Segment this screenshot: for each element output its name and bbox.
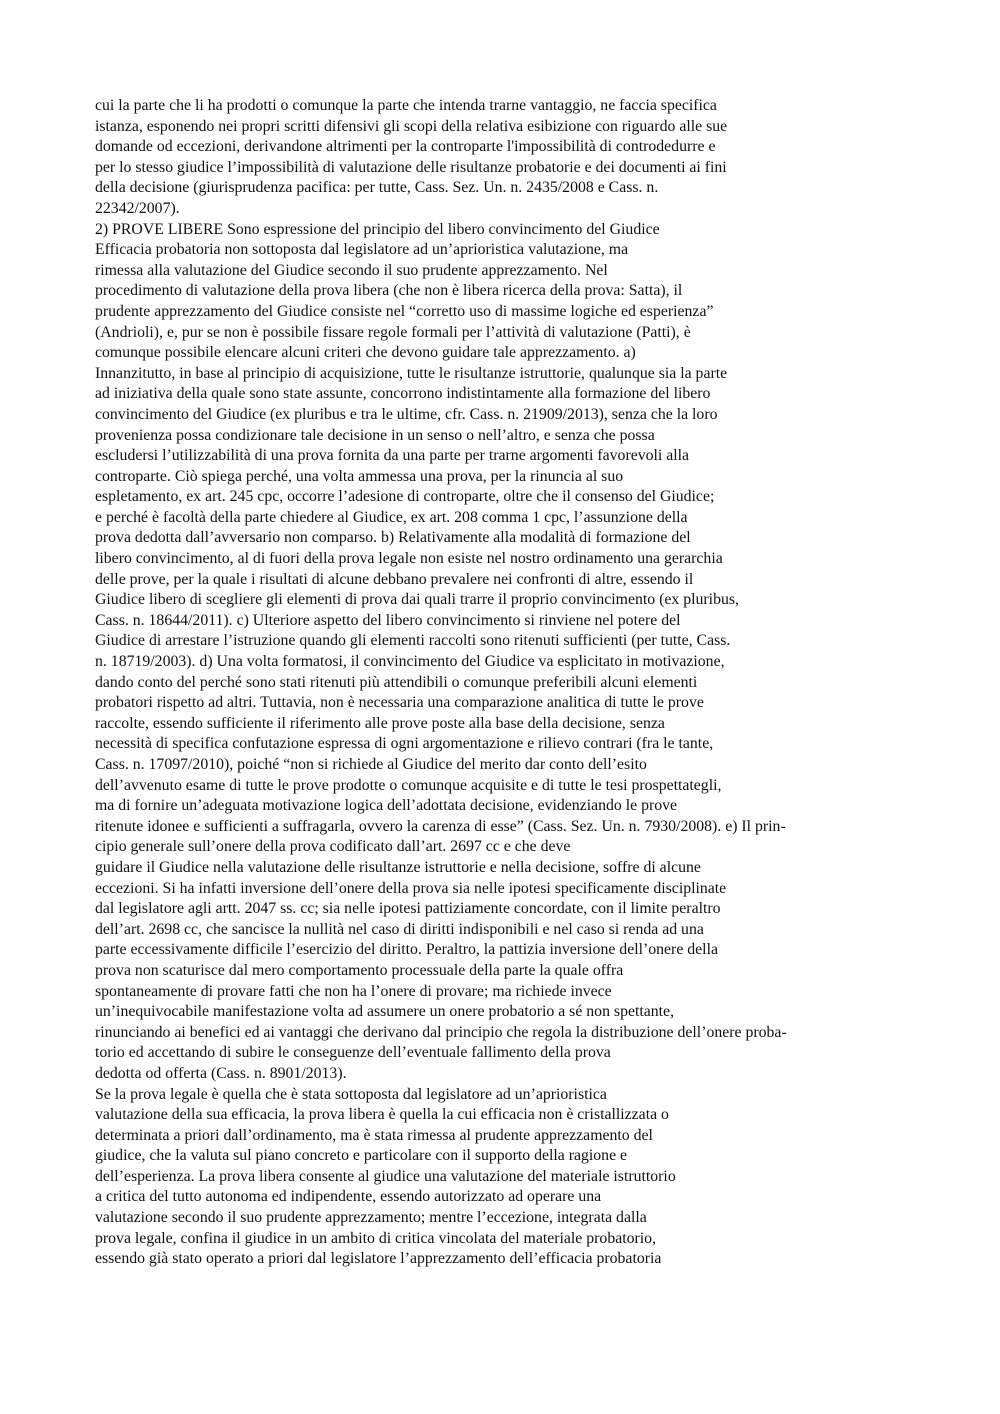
text-line: comunque possibile elencare alcuni criteri che devono guidare tale apprezzamento. a) — [95, 344, 636, 362]
text-line: torio ed accettando di subire le conseguenze dell’eventuale fallimento della prova — [95, 1044, 611, 1062]
text-line: rimessa alla valutazione del Giudice secondo il suo prudente apprezzamento. Nel — [95, 261, 608, 279]
text-line: cui la parte che li ha prodotti o comunque la parte che intenda trarne vantaggio, ne faccia specifica — [95, 97, 717, 114]
text-line: dell’avvenuto esame di tutte le prove prodotte o comunque acquisite e di tutte le tesi prospettategli, — [95, 776, 722, 794]
text-line: parte eccessivamente difficile l’esercizio del diritto. Peraltro, la pattizia inversione dell’onere della — [95, 941, 718, 959]
text-line: dedotta od offerta (Cass. n. 8901/2013). — [95, 1064, 347, 1082]
text-line: dell’art. 2698 cc, che sancisce la nullità nel caso di diritti indisponibili e nel caso si renda ad una — [95, 920, 704, 938]
text-line: per lo stesso giudice l’impossibilità di valutazione delle risultanze probatorie e dei documenti ai fini — [95, 158, 727, 176]
text-line: valutazione secondo il suo prudente apprezzamento; mentre l’eccezione, integrata dalla — [95, 1209, 647, 1227]
text-line: prova dedotta dall’avversario non comparso. b) Relativamente alla modalità di formazione del — [95, 529, 691, 547]
text-line: dal legislatore agli artt. 2047 ss. cc; sia nelle ipotesi pattiziamente concordate, con il limite peraltro — [95, 900, 721, 918]
text-line: guidare il Giudice nella valutazione delle risultanze istruttorie e nella decisione, soffre di alcune — [95, 858, 701, 876]
text-line: Se la prova legale è quella che è stata sottoposta dal legislatore ad un’aprioristica — [95, 1085, 607, 1103]
text-line: raccolte, essendo sufficiente il riferimento alle prove poste alla base della decisione, senza — [95, 714, 665, 732]
text-line: giudice, che la valuta sul piano concreto e particolare con il supporto della ragione e — [95, 1147, 628, 1165]
text-line: rinunciando ai benefici ed ai vantaggi che derivano dal principio che regola la distribuzione dell’onere proba- — [95, 1023, 787, 1041]
text-line: 22342/2007). — [95, 199, 180, 217]
text-line: cipio generale sull’onere della prova codificato dall’art. 2697 cc e che deve — [95, 838, 571, 856]
text-line: libero convincimento, al di fuori della prova legale non esiste nel nostro ordinamento una gerarchia — [95, 550, 723, 568]
text-line: istanza, esponendo nei propri scritti difensivi gli scopi della relativa esibizione con riguardo alle sue — [95, 117, 728, 135]
text-line: 2) PROVE LIBERE Sono espressione del principio del libero convincimento del Giudice — [95, 220, 660, 238]
text-line: ad iniziativa della quale sono state assunte, concorrono indistintamente alla formazione del libero — [95, 385, 711, 403]
text-line: a critica del tutto autonoma ed indipendente, essendo autorizzato ad operare una — [95, 1188, 602, 1206]
text-line: delle prove, per la quale i risultati di alcune debbano prevalere nei confronti di altre, essendo il — [95, 570, 694, 588]
text-line: e perché è facoltà della parte chiedere al Giudice, ex art. 208 comma 1 cpc, l’assunzione della — [95, 508, 688, 526]
text-line: dell’esperienza. La prova libera consente al giudice una valutazione del materiale istruttorio — [95, 1167, 676, 1185]
text-line: Cass. n. 18644/2011). c) Ulteriore aspetto del libero convincimento si rinviene nel potere del — [95, 611, 681, 629]
text-line: espletamento, ex art. 245 cpc, occorre l’adesione di controparte, oltre che il consenso del Giudice; — [95, 488, 715, 506]
text-line: Innanzitutto, in base al principio di acquisizione, tutte le risultanze istruttorie, qualunque sia la parte — [95, 364, 728, 382]
text-line: n. 18719/2003). d) Una volta formatosi, il convincimento del Giudice va esplicitato in motivazione, — [95, 653, 725, 671]
text-line: spontaneamente di provare fatti che non ha l’onere di provare; ma richiede invece — [95, 982, 612, 1000]
text-line: valutazione della sua efficacia, la prova libera è quella la cui efficacia non è cristallizzata o — [95, 1106, 669, 1124]
text-line: un’inequivocabile manifestazione volta ad assumere un onere probatorio a sé non spettante, — [95, 1003, 675, 1021]
text-line: controparte. Ciò spiega perché, una volta ammessa una prova, per la rinuncia al suo — [95, 467, 624, 485]
text-line: eccezioni. Si ha infatti inversione dell’onere della prova sia nelle ipotesi specificamente disciplinate — [95, 879, 727, 897]
text-line: necessità di specifica confutazione espressa di ogni argomentazione e rilievo contrari (fra le tante, — [95, 735, 714, 753]
text-line: ma di fornire un’adeguata motivazione logica dell’adottata decisione, evidenziando le prove — [95, 797, 678, 815]
text-line: prova non scaturisce dal mero comportamento processuale della parte la quale offra — [95, 961, 624, 979]
text-line: Giudice libero di scegliere gli elementi di prova dai quali trarre il proprio convincimento (ex pluribus, — [95, 591, 739, 609]
text-line: procedimento di valutazione della prova libera (che non è libera ricerca della prova: Satta), il — [95, 282, 683, 300]
text-line: essendo già stato operato a priori dal legislatore l’apprezzamento dell’efficacia probatoria — [95, 1250, 662, 1268]
text-line: ritenute idonee e sufficienti a suffragarla, ovvero la carenza di esse” (Cass. Sez. Un. n. 7930/2008). e) Il prin- — [95, 817, 786, 835]
text-line: probatori rispetto ad altri. Tuttavia, non è necessaria una comparazione analitica di tutte le prove — [95, 694, 704, 712]
document-page — [95, 96, 975, 1270]
text-line: dando conto del perché sono stati ritenuti più attendibili o comunque preferibili alcuni elementi — [95, 673, 698, 691]
text-line: (Andrioli), e, pur se non è possibile fissare regole formali per l’attività di valutazione (Patti), è — [95, 323, 691, 341]
text-line: provenienza possa condizionare tale decisione in un senso o nell’altro, e senza che possa — [95, 426, 655, 444]
text-line: della decisione (giurisprudenza pacifica: per tutte, Cass. Sez. Un. n. 2435/2008 e Cass. n. — [95, 179, 659, 197]
text-line: prudente apprezzamento del Giudice consiste nel “corretto uso di massime logiche ed esperienza” — [95, 302, 714, 320]
text-line: Efficacia probatoria non sottoposta dal legislatore ad un’aprioristica valutazione, ma — [95, 241, 629, 259]
text-line: domande od eccezioni, derivandone altrimenti per la controparte l'impossibilità di controdedurre e — [95, 138, 716, 156]
text-line: Cass. n. 17097/2010), poiché “non si richiede al Giudice del merito dar conto dell’esito — [95, 756, 647, 773]
text-line: prova legale, confina il giudice in un ambito di critica vincolata del materiale probatorio, — [95, 1229, 657, 1247]
text-line: determinata a priori dall’ordinamento, ma è stata rimessa al prudente apprezzamento del — [95, 1126, 653, 1144]
text-line: convincimento del Giudice (ex pluribus e tra le ultime, cfr. Cass. n. 21909/2013), senza che la loro — [95, 405, 718, 423]
text-line: escludersi l’utilizzabilità di una prova fornita da una parte per trarne argomenti favorevoli alla — [95, 447, 690, 465]
text-line: Giudice di arrestare l’istruzione quando gli elementi raccolti sono ritenuti sufficienti (per tutte, Cass. — [95, 632, 731, 650]
